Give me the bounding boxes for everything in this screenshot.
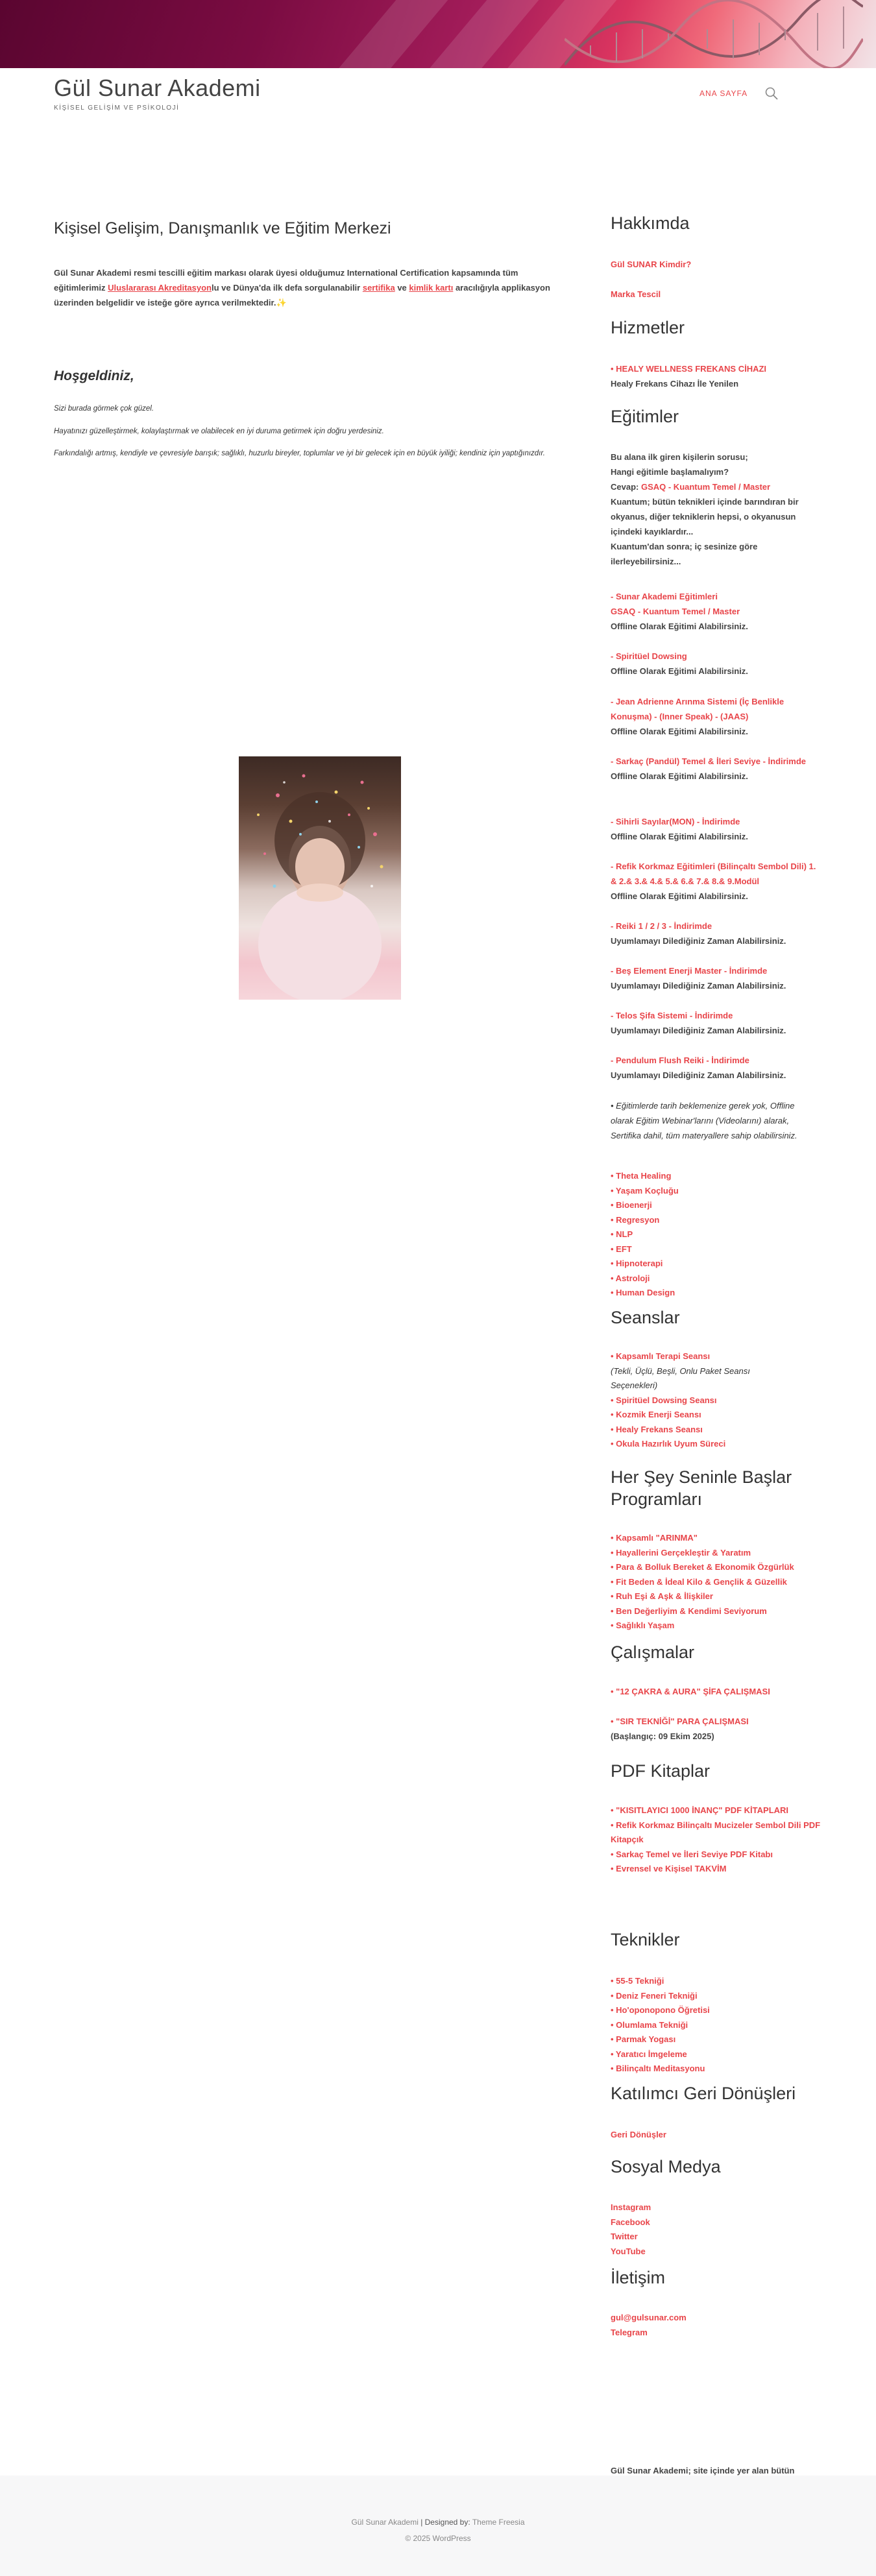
edu-block bbox=[611, 754, 822, 784]
theme-link[interactable]: Theme Freesia bbox=[472, 2518, 525, 2527]
technique-item[interactable]: • Parmak Yogası bbox=[611, 2034, 676, 2044]
session-item[interactable]: • Okula Hazırlık Uyum Süreci bbox=[611, 1439, 726, 1449]
session-item[interactable]: • Kapsamlı Terapi Seansı bbox=[611, 1351, 711, 1361]
dna-helix-image bbox=[565, 0, 863, 68]
session-item[interactable]: • Healy Frekans Seansı bbox=[611, 1424, 703, 1434]
intro-text: ve bbox=[395, 283, 409, 293]
program-item[interactable]: • Hayallerini Gerçekleştir & Yaratım bbox=[611, 1547, 751, 1558]
edu-block bbox=[611, 1053, 822, 1083]
technique-item[interactable]: • Ho'oponopono Öğretisi bbox=[611, 2005, 710, 2015]
edu-answer bbox=[611, 479, 822, 494]
edu-link[interactable]: - Spiritüel Dowsing bbox=[611, 651, 687, 661]
edu-note: Uyumlamayı Dilediğiniz Zaman Alabilirsiniz. bbox=[611, 1070, 786, 1080]
edu-list-item[interactable]: • Theta Healing bbox=[611, 1171, 672, 1181]
program-item[interactable]: • Kapsamlı "ARINMA" bbox=[611, 1533, 698, 1543]
session-note: (Tekli, Üçlü, Beşli, Onlu Paket Seansı Seçenekleri) bbox=[611, 1366, 750, 1390]
edu-link[interactable]: - Beş Element Enerji Master - İndirimde bbox=[611, 966, 768, 976]
technique-item[interactable]: • 55-5 Tekniği bbox=[611, 1976, 664, 1986]
edu-list-item[interactable]: • Bioenerji bbox=[611, 1200, 652, 1210]
programs-title: Her Şey Seninle Başlar Programları bbox=[611, 1467, 792, 1509]
nav-home-link[interactable]: ANA SAYFA bbox=[700, 89, 748, 98]
edu-block bbox=[611, 963, 822, 993]
edu-block bbox=[611, 919, 822, 948]
edu-block bbox=[611, 859, 822, 904]
contact-title: İletişim bbox=[611, 2268, 666, 2287]
site-description: KİŞİSEL GELİŞİM VE PSİKOLOJİ bbox=[54, 104, 180, 112]
edu-note: Uyumlamayı Dilediğiniz Zaman Alabilirsiniz. bbox=[611, 936, 786, 946]
edu-link[interactable]: - Jean Adrienne Arınma Sistemi (İç Benlikle Konuşma) - (Inner Speak) - (JAAS) bbox=[611, 697, 785, 721]
edu-question: Bu alana ilk giren kişilerin sorusu; bbox=[611, 452, 748, 462]
edu-block bbox=[611, 649, 822, 679]
edu-answer-text: Kuantum'dan sonra; iç sesinize göre ilerleyebilirsiniz... bbox=[611, 542, 758, 566]
edu-answer-label: Cevap: bbox=[611, 482, 641, 492]
edu-link[interactable]: GSAQ - Kuantum Temel / Master bbox=[611, 607, 740, 616]
site-footer bbox=[0, 2475, 876, 2576]
pdf-list bbox=[611, 1803, 822, 1877]
work-item[interactable]: • "SIR TEKNİĞİ" PARA ÇALIŞMASI bbox=[611, 1716, 749, 1726]
welcome-text: Hayatınızı güzelleştirmek, kolaylaştırmak ve olabilecek en iyi duruma getirmek için doğru yerdesiniz. bbox=[54, 427, 384, 435]
youtube-link[interactable]: YouTube bbox=[611, 2246, 646, 2256]
edu-note: Offline Olarak Eğitimi Alabilirsiniz. bbox=[611, 621, 748, 631]
technique-item[interactable]: • Bilinçaltı Meditasyonu bbox=[611, 2064, 705, 2073]
edu-link[interactable]: - Reiki 1 / 2 / 3 - İndirimde bbox=[611, 921, 712, 931]
header-banner bbox=[0, 0, 876, 68]
edu-offline-note: • Eğitimlerde tarih beklemenize gerek yok, Offline olarak Eğitim Webinar'larını (Videolarını) alarak, Sertifika dahil, tüm materyallere sahip olabilirsiniz. bbox=[611, 1101, 797, 1140]
pdf-title: PDF Kitaplar bbox=[611, 1761, 711, 1781]
works-title: Çalışmalar bbox=[611, 1643, 695, 1662]
feedback-link[interactable]: Geri Dönüşler bbox=[611, 2130, 666, 2139]
edu-block bbox=[611, 1008, 822, 1038]
edu-block bbox=[611, 814, 822, 844]
edu-answer-text: Kuantum; bütün teknikleri içinde barındıran bir okyanus, diğer tekniklerin hepsi, o okyanusun içindeki kayıklardır... bbox=[611, 497, 799, 536]
confetti-woman-photo bbox=[239, 756, 401, 1000]
disclaimer-text: Gül Sunar Akademi; site içinde yer alan bütün bbox=[611, 2466, 795, 2475]
sessions-list bbox=[611, 1349, 822, 1452]
footer-site-link[interactable]: Gül Sunar Akademi bbox=[351, 2518, 419, 2527]
edu-list-item[interactable]: • Human Design bbox=[611, 1288, 675, 1297]
work-note: (Başlangıç: 09 Ekim 2025) bbox=[611, 1731, 714, 1741]
education-title: Eğitimler bbox=[611, 407, 679, 426]
program-item[interactable]: • Sağlıklı Yaşam bbox=[611, 1620, 675, 1630]
intro-text: Gül Sunar Akademi resmi tescilli eğitim markası olarak üyesi olduğumuz International Certification kapsamında tüm eğitimlerimiz bbox=[54, 268, 518, 293]
sessions-title: Seanslar bbox=[611, 1308, 680, 1327]
edu-note: Offline Olarak Eğitimi Alabilirsiniz. bbox=[611, 727, 748, 736]
technique-item[interactable]: • Yaratıcı İmgeleme bbox=[611, 2049, 687, 2059]
id-card-link[interactable]: kimlik kartı bbox=[409, 283, 454, 293]
telegram-link[interactable]: Telegram bbox=[611, 2327, 648, 2337]
work-item[interactable]: • "12 ÇAKRA & AURA" ŞİFA ÇALIŞMASI bbox=[611, 1687, 770, 1696]
techniques-list bbox=[611, 1974, 822, 2076]
accreditation-link[interactable]: Uluslararası Akreditasyon bbox=[108, 283, 212, 293]
content-area bbox=[0, 130, 876, 2536]
session-item[interactable]: • Spiritüel Dowsing Seansı bbox=[611, 1395, 717, 1405]
program-item[interactable]: • Ben Değerliyim & Kendimi Seviyorum bbox=[611, 1606, 767, 1616]
page-title: Kişisel Gelişim, Danışmanlık ve Eğitim Merkezi bbox=[54, 219, 391, 237]
edu-note: Offline Olarak Eğitimi Alabilirsiniz. bbox=[611, 666, 748, 676]
pdf-item[interactable]: • Evrensel ve Kişisel TAKVİM bbox=[611, 1864, 727, 1873]
session-item[interactable]: • Kozmik Enerji Seansı bbox=[611, 1410, 701, 1419]
email-link[interactable]: gul@gulsunar.com bbox=[611, 2313, 687, 2322]
edu-block bbox=[611, 589, 822, 634]
intro-text: lu ve Dünya'da ilk defa sorgulanabilir bbox=[212, 283, 363, 293]
techniques-title: Teknikler bbox=[611, 1930, 680, 1949]
edu-link[interactable]: - Sihirli Sayılar(MON) - İndirimde bbox=[611, 817, 740, 826]
feedback-title: Katılımcı Geri Dönüşleri bbox=[611, 2084, 796, 2103]
edu-list bbox=[611, 1169, 822, 1301]
edu-list-item[interactable]: • Astroloji bbox=[611, 1273, 650, 1283]
edu-link[interactable]: - Refik Korkmaz Eğitimleri (Bilinçaltı Sembol Dili) 1. & 2.& 3.& 4.& 5.& 6.& 7.& 8.& 9.Modül bbox=[611, 861, 816, 886]
edu-list-item[interactable]: • Yaşam Koçluğu bbox=[611, 1185, 679, 1196]
services-title: Hizmetler bbox=[611, 318, 685, 337]
edu-list-item[interactable]: • NLP bbox=[611, 1229, 633, 1239]
gsaq-link[interactable]: GSAQ - Kuantum Temel / Master bbox=[640, 482, 771, 492]
edu-note: Uyumlamayı Dilediğiniz Zaman Alabilirsiniz. bbox=[611, 1026, 786, 1035]
edu-link[interactable]: - Pendulum Flush Reiki - İndirimde bbox=[611, 1055, 749, 1065]
edu-list-item[interactable]: • Hipnoterapi bbox=[611, 1258, 663, 1268]
footer-credit bbox=[0, 2518, 876, 2527]
edu-block bbox=[611, 694, 822, 739]
certificate-link[interactable]: sertifika bbox=[362, 283, 395, 293]
social-list bbox=[611, 2200, 822, 2259]
healy-text: Healy Frekans Cihazı İle Yenilen bbox=[611, 379, 739, 389]
facebook-link[interactable]: Facebook bbox=[611, 2217, 650, 2227]
social-title: Sosyal Medya bbox=[611, 2157, 721, 2176]
edu-note: Offline Olarak Eğitimi Alabilirsiniz. bbox=[611, 891, 748, 901]
technique-item[interactable]: • Olumlama Tekniği bbox=[611, 2019, 688, 2030]
about-title: Hakkımda bbox=[611, 213, 690, 233]
edu-list-item[interactable]: • EFT bbox=[611, 1244, 632, 1254]
education-intro bbox=[611, 450, 822, 569]
twitter-link[interactable]: Twitter bbox=[611, 2232, 638, 2241]
programs-list bbox=[611, 1531, 822, 1633]
welcome-heading: Hoşgeldiniz, bbox=[54, 368, 134, 383]
welcome-text: Sizi burada görmek çok güzel. bbox=[54, 405, 154, 413]
instagram-link[interactable]: Instagram bbox=[611, 2202, 651, 2212]
edu-link[interactable]: - Sarkaç (Pandül) Temel & İleri Seviye - İndirimde bbox=[611, 756, 807, 766]
healy-link[interactable]: • HEALY WELLNESS FREKANS CİHAZI bbox=[611, 364, 767, 374]
edu-link[interactable]: - Telos Şifa Sistemi - İndirimde bbox=[611, 1011, 733, 1020]
contact-list bbox=[611, 2311, 822, 2340]
site-title[interactable]: Gül Sunar Akademi bbox=[54, 75, 261, 101]
edu-note: Uyumlamayı Dilediğiniz Zaman Alabilirsiniz. bbox=[611, 981, 786, 991]
edu-question: Hangi eğitimle başlamalıyım? bbox=[611, 467, 729, 477]
edu-list-item[interactable]: • Regresyon bbox=[611, 1214, 660, 1225]
trademark-link[interactable]: Marka Tescil bbox=[611, 289, 661, 299]
pdf-item[interactable]: • Sarkaç Temel ve İleri Seviye PDF Kitabı bbox=[611, 1849, 773, 1859]
intro-paragraph bbox=[54, 265, 566, 310]
edu-note: Offline Olarak Eğitimi Alabilirsiniz. bbox=[611, 832, 748, 841]
welcome-text: Farkındalığı artmış, kendiyle ve çevresiyle barışık; sağlıklı, huzurlu bireyler, toplumlar ve iyi bir gelecek için en büyük iyiliği; kendiniz için yaptığınızdır. bbox=[54, 450, 545, 457]
search-icon[interactable] bbox=[764, 86, 779, 101]
site-header bbox=[0, 68, 876, 130]
program-item[interactable]: • Para & Bolluk Bereket & Ekonomik Özgürlük bbox=[611, 1562, 794, 1572]
footer-designed-by: | Designed by: bbox=[418, 2518, 472, 2527]
about-link[interactable]: Gül SUNAR Kimdir? bbox=[611, 259, 692, 269]
footer-copyright: © 2025 WordPress bbox=[405, 2534, 471, 2543]
program-item[interactable]: • Ruh Eşi & Aşk & İlişkiler bbox=[611, 1591, 713, 1601]
pdf-item[interactable]: • Refik Korkmaz Bilinçaltı Mucizeler Sembol Dili PDF Kitapçık bbox=[611, 1820, 821, 1844]
edu-note: Offline Olarak Eğitimi Alabilirsiniz. bbox=[611, 771, 748, 781]
edu-link[interactable]: - Sunar Akademi Eğitimleri bbox=[611, 592, 718, 601]
technique-item[interactable]: • Deniz Feneri Tekniği bbox=[611, 1990, 698, 2001]
pdf-item[interactable]: • "KISITLAYICI 1000 İNANÇ" PDF KİTAPLARI bbox=[611, 1805, 789, 1815]
program-item[interactable]: • Fit Beden & İdeal Kilo & Gençlik & Güzellik bbox=[611, 1576, 787, 1587]
intro-text: aracılığıyla applikasyon üzerinden belgelidir ve isteğe göre ayrıca verilmektedir.✨ bbox=[54, 283, 550, 307]
